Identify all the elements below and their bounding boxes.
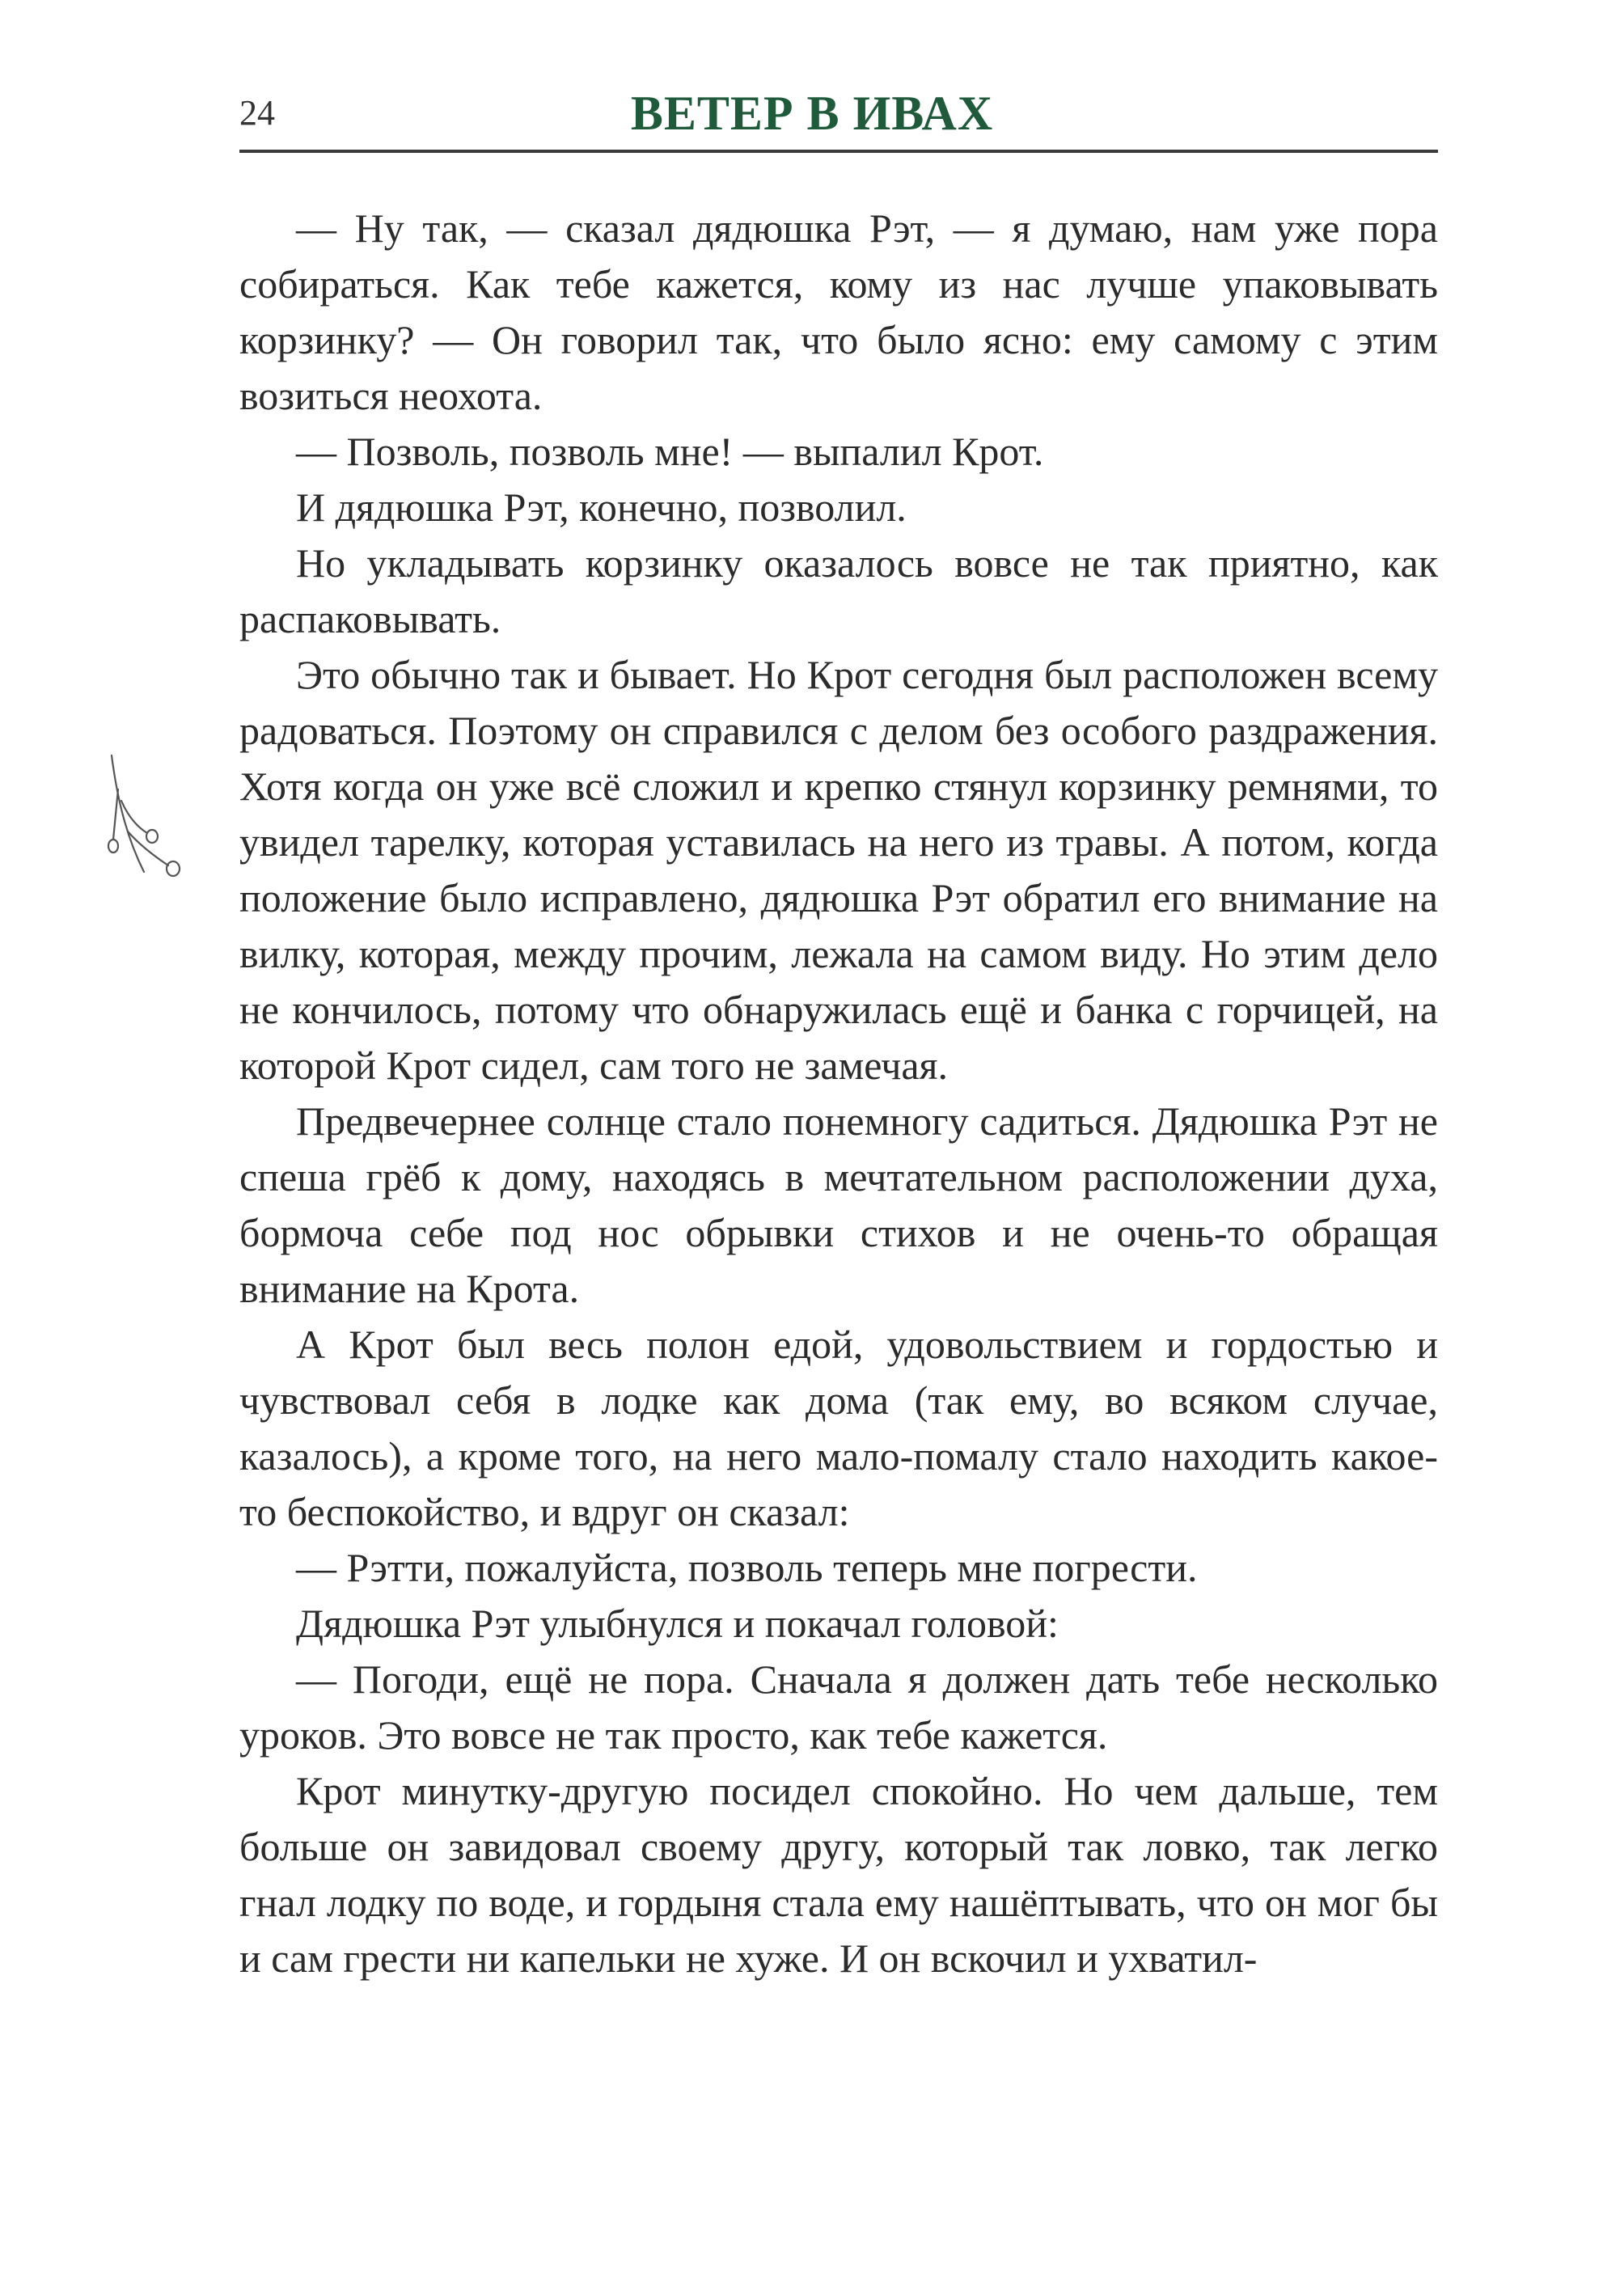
paragraph: — Рэтти, пожалуйста, позволь теперь мне погрести. — [296, 1545, 1198, 1590]
paragraph: — Позволь, позволь мне! — выпалил Крот. — [296, 429, 1044, 474]
paragraph: Но укладывать корзинку оказалось вовсе не так приятно, как распаковывать. — [239, 540, 1438, 641]
paragraph: Это обычно так и бывает. Но Крот сегодня был расположен всему радоваться. Поэтому он справился с делом без особого раздражения. Хотя когда он уже всё сложил и крепко стянул корзинку ремнями, то увидел тарелку, которая уставилась на него из травы. А потом, когда положение было исправлено, дядюшка Рэт обратил его внимание на вилку, которая, между прочим, лежала на самом виду. Но этим дело не кончилось, потому что обнаружилась ещё и банка с горчицей, на которой Крот сидел, сам того не замечая. — [239, 652, 1438, 1088]
running-title: ВЕТЕР В ИВАХ — [630, 87, 994, 140]
header-divider — [239, 150, 1438, 153]
page-number: 24 — [239, 93, 275, 133]
paragraph: А Крот был весь полон едой, удовольствием и гордостью и чувствовал себя в лодке как дома (так ему, во всяком случае, казалось), а кроме того, на него мало-помалу стало находить какое-то беспокойство, и вдруг он сказал: — [239, 1322, 1438, 1534]
branch-sprig-icon — [97, 744, 194, 906]
text-body — [239, 201, 1438, 1986]
paragraph: Дядюшка Рэт улыбнулся и покачал головой: — [296, 1601, 1059, 1646]
paragraph: — Погоди, ещё не пора. Сначала я должен дать тебе несколько уроков. Это вовсе не так просто, как тебе кажется. — [239, 1656, 1438, 1758]
paragraph: Предвечернее солнце стало понемногу садиться. Дядюшка Рэт не спеша грёб к дому, находясь в мечтательном расположении духа, бормоча себе под нос обрывки стихов и не очень-то обращая внимание на Крота. — [239, 1098, 1438, 1311]
paragraph: Крот минутку-другую посидел спокойно. Но чем дальше, тем больше он завидовал своему другу, который так ловко, так легко гнал лодку по воде, и гордыня стала ему нашёптывать, что он мог бы и сам грести ни капельки не хуже. И он вскочил и ухватил- — [239, 1768, 1438, 1981]
paragraph: И дядюшка Рэт, конечно, позволил. — [296, 484, 907, 530]
paragraph: — Ну так, — сказал дядюшка Рэт, — я думаю, нам уже пора собираться. Как тебе кажется, кому из нас лучше упаковывать корзинку? — Он говорил так, что было ясно: ему самому с этим возиться неохота. — [239, 205, 1438, 418]
